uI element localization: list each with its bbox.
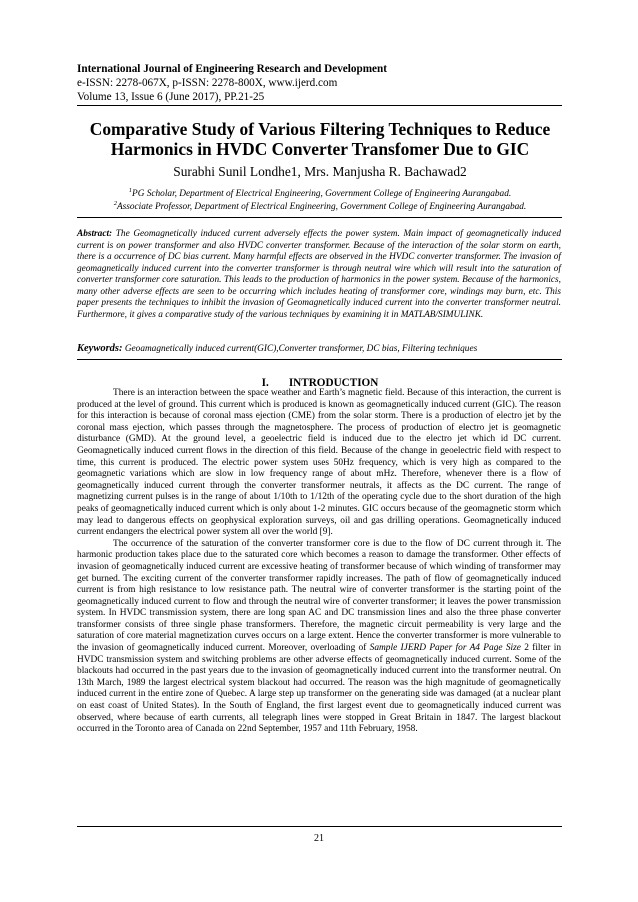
keywords bbox=[77, 343, 561, 355]
affiliation-1-marker: 1 bbox=[128, 187, 133, 194]
page-number: 21 bbox=[314, 833, 324, 844]
abstract-top-rule bbox=[77, 217, 562, 218]
abstract bbox=[77, 229, 561, 321]
paragraph-2-part-a: The occurrence of the saturation of the converter transformer core is due to the flow of DC current through it. The harmonic production takes place due to the saturated core which becomes a reason to damage the transformer. Other effects of invasion of geomagnetically induced current are excessive heating of transformer because of which winding of transformer may get burned. The exciting current of the converter transformer rapidly increases. The path of flow of geomagnetically induced current is from high resistance to low resistance path. The neutral wire of converter transformer is the starting point of the geomagnetically induced current to flow and through the neutral wire of converter transformer; it leaves the power transmission system. In HVDC transmission system, there are long span AC and DC transmission lines and also the three phase converter transformer consists of three single phase transformers. Therefore, the magnetic circuit permeability is very large and the saturation of core material magnetization curves occurs on a large extent. Hence the converter transformer is more vulnerable to the invasion of geomagnetically induced current. Moreover, overloading of bbox=[77, 538, 561, 654]
body-text bbox=[77, 388, 561, 736]
keywords-label: Keywords: bbox=[77, 343, 123, 354]
affiliation-1-text: PG Scholar, Department of Electrical Engineering, Government College of Engineering Aurangabad. bbox=[132, 189, 512, 200]
affiliation-2 bbox=[60, 198, 580, 213]
header-rule bbox=[77, 105, 562, 106]
title-line-2: Harmonics in HVDC Converter Transfomer Due to GIC bbox=[110, 139, 530, 159]
affiliation-2-text: Associate Professor, Department of Electrical Engineering, Government College of Engineering Aurangabad. bbox=[116, 202, 527, 213]
paper-title bbox=[60, 119, 580, 159]
abstract-text: The Geomagnetically induced current adversely effects the power system. Main impact of geomagnetically induced current is on power transformer and also HVDC converter transformer. Because of the interaction of the solar storm on earth, there is a occurrence of DC bias current. Many harmful effects are observed in the HVDC converter transformer. The invasion of geomagnetically induced current into the converter transformer is through neutral wire which will result into the saturation of converter transformer core saturation. This leads to the production of harmonics in the power system. Because of the harmonics, many other adverse effects are seen to be occurring which includes heating of transformer core, windings may burn, etc. This paper presents the techniques to inhibit the invasion of Geomagnetically induced current into the converter transformer neutral. Furthermore, it gives a comparative study of the various techniques by examining it in MATLAB/SIMULINK. bbox=[77, 229, 561, 320]
journal-volume: Volume 13, Issue 6 (June 2017), PP.21-25 bbox=[77, 91, 265, 103]
keywords-text: Geoamagnetically induced current(GIC),Converter transformer, DC bias, Filtering techniques bbox=[124, 344, 478, 354]
section-number: I. bbox=[261, 377, 269, 389]
paragraph-2 bbox=[77, 539, 561, 736]
paragraph-1: There is an interaction between the space weather and Earth’s magnetic field. Because of this interaction, the current is produced at the level of ground. This current which is produced is known as geomagnetically induced current (GIC). The reason for this interaction is because of coronal mass ejection (CME) from the solar storm. There is a production of electro jet by the coronal mass ejection, which passes through the magnetosphere. The process of production of electro jet is geomagnetic disturbance (GMD). At the ground level, a geoelectric field is induced due to the electro jet which id DC current. Geomagnetically induced current flows in the direction of this field. Because of the change in geoelectric field with respect to time, this current is produced. The electric power system uses 50Hz frequency, which is very high as compared to the geomagnetic variations which are slow in low frequency range of about mHz. Therefore, whenever there is a flow of geomagnetically induced current through the converter transformer neutrals, it affects as the DC current. The range of magnetizing current pulses is in the range of about 1/10th to 1/12th of the operating cycle due to the short duration of the high peaks of geomagnetically induced current which is only about 1-2 minutes. GIC occurs because of the geomagnetic storm which may lead to dangerous effects on geophysical exploration surveys, oil and gas drilling operations. Geomagnetically induced current endangers the electrical power system all over the world [9]. bbox=[77, 388, 561, 538]
footer-rule bbox=[77, 826, 562, 827]
section-title: INTRODUCTION bbox=[288, 377, 379, 389]
journal-name: International Journal of Engineering Research and Development bbox=[77, 63, 387, 75]
abstract-label: Abstract: bbox=[77, 229, 113, 239]
abstract-bottom-rule bbox=[77, 359, 562, 360]
paragraph-2-italic: Sample IJERD Paper for A4 Page Size bbox=[369, 643, 521, 654]
affiliation-2-marker: 2 bbox=[113, 200, 117, 207]
journal-header bbox=[77, 62, 567, 104]
paper-authors: Surabhi Sunil Londhe1, Mrs. Manjusha R. Bachawad2 bbox=[173, 164, 467, 179]
title-line-1: Comparative Study of Various Filtering Techniques to Reduce bbox=[89, 119, 551, 139]
paragraph-2-part-b: 2 filter in HVDC transmission system and switching problems are other adverse effects of geomagnetically induced current. Some of the blackouts had occurred in the past years due to the invasion of geomagnetically induced current into the transformer neutral. On 13th March, 1989 the largest electrical system blackout had occurred. The reason was the high magnitude of geomagnetically induced current in the entire zone of Quebec. A large step up transformer on the generating side was damaged (at a nuclear plant on east coast of United States). In the South of England, the first largest event due to geomagnetically induced current was observed, where because of earth currents, all telegraph lines were stopped in Great Britain in 1847. The largest blackout occurred in the Toronto area of Canada on 22nd September, 1957 and 11th February, 1958. bbox=[77, 643, 562, 735]
journal-issn: e-ISSN: 2278-067X, p-ISSN: 2278-800X, www.ijerd.com bbox=[77, 77, 338, 89]
